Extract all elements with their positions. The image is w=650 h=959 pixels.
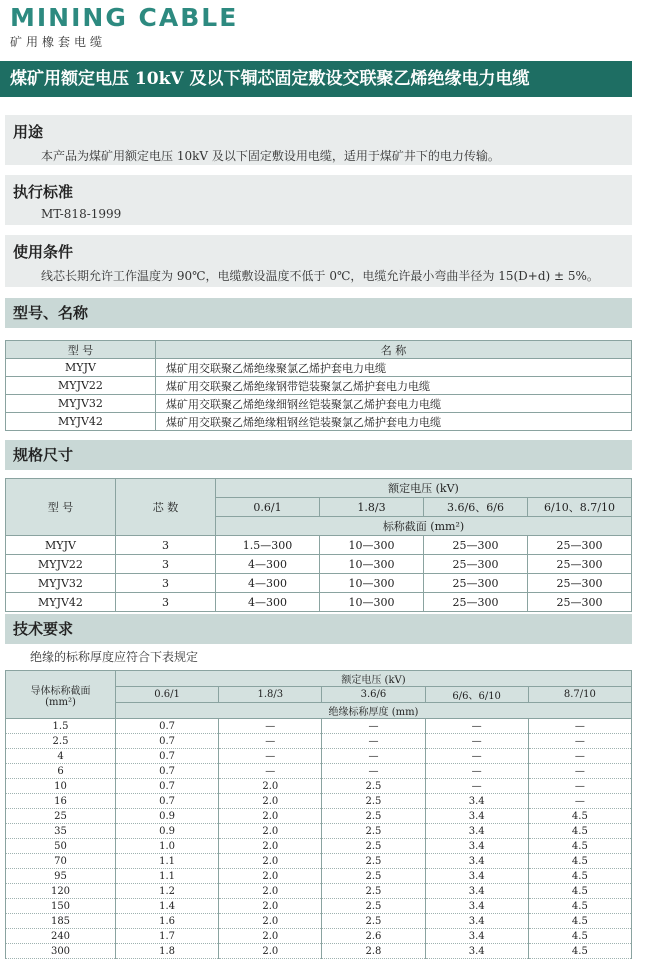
thickness-cell-b: — [219,734,322,749]
tech-heading: 技术要求 [5,614,632,644]
spec-cell-cores: 3 [116,555,216,574]
name-cell: 煤矿用交联聚乙烯绝缘细钢丝铠装聚氯乙烯护套电力电缆 [156,395,632,413]
thickness-cell-s: 6 [6,764,116,779]
spec-cell-v4: 25—300 [528,593,632,612]
thickness-cell-s: 50 [6,839,116,854]
specs-voltage-1: 0.6/1 [216,498,320,517]
thickness-cell-b: 2.0 [219,899,322,914]
thickness-cell-d: 3.4 [425,914,528,929]
model-cell: MYJV22 [6,377,156,395]
tech-voltage-5: 8.7/10 [528,687,631,703]
table-row [6,749,632,764]
spec-cell-v1: 4—300 [216,593,320,612]
thickness-cell-b: 2.0 [219,809,322,824]
table-row [6,794,632,809]
thickness-cell-s: 10 [6,779,116,794]
thickness-cell-c: 2.5 [322,869,425,884]
thickness-cell-s: 2.5 [6,734,116,749]
tech-voltage-3: 3.6/6 [322,687,425,703]
thickness-cell-c: 2.5 [322,824,425,839]
thickness-cell-c: — [322,734,425,749]
specs-voltage-label: 额定电压 (kV) [216,479,632,498]
thickness-cell-d: — [425,779,528,794]
usage-text: 本产品为煤矿用额定电压 10kV 及以下固定敷设用电缆，适用于煤矿井下的电力传输。 [41,149,500,163]
thickness-cell-d: 3.4 [425,944,528,959]
thickness-cell-a: 1.7 [116,929,219,944]
table-row [6,359,632,377]
thickness-cell-s: 70 [6,854,116,869]
name-cell: 煤矿用交联聚乙烯绝缘聚氯乙烯护套电力电缆 [156,359,632,377]
spec-cell-v4: 25—300 [528,574,632,593]
thickness-cell-a: 1.8 [116,944,219,959]
thickness-cell-e: 4.5 [528,809,631,824]
spec-cell-v3: 25—300 [424,574,528,593]
specs-col-model: 型 号 [6,479,116,536]
thickness-cell-d: 3.4 [425,794,528,809]
thickness-cell-d: 3.4 [425,854,528,869]
thickness-cell-c: 2.6 [322,929,425,944]
thickness-cell-c: 2.5 [322,779,425,794]
thickness-cell-d: — [425,734,528,749]
specs-heading: 规格尺寸 [5,440,632,470]
thickness-cell-c: — [322,749,425,764]
thickness-cell-d: 3.4 [425,929,528,944]
model-cell: MYJV42 [6,413,156,431]
table-row [6,854,632,869]
thickness-cell-s: 1.5 [6,719,116,734]
spec-cell-v2: 10—300 [320,574,424,593]
spec-cell-v4: 25—300 [528,555,632,574]
tech-col-section [6,671,116,719]
spec-cell-v2: 10—300 [320,555,424,574]
tech-voltage-1: 0.6/1 [116,687,219,703]
thickness-cell-s: 240 [6,929,116,944]
table-row [6,929,632,944]
spec-cell-cores: 3 [116,593,216,612]
conditions-section [5,235,632,287]
conditions-text: 线芯长期允许工作温度为 90℃，电缆敷设温度不低于 0℃，电缆允许最小弯曲半径为 15(D+d) ± 5%。 [41,269,599,283]
tech-thickness-label: 绝缘标称厚度 (mm) [116,703,632,719]
table-row [6,764,632,779]
tech-col-section-line2: (mm²) [45,696,76,708]
thickness-cell-d: 3.4 [425,809,528,824]
thickness-cell-b: 2.0 [219,944,322,959]
page-title: 煤矿用额定电压 10kV 及以下铜芯固定敷设交联聚乙烯绝缘电力电缆 [0,61,632,97]
tech-intro: 绝缘的标称厚度应符合下表规定 [30,650,199,664]
tech-col-section-line1: 导体标称截面 [30,685,91,697]
brand [10,4,238,50]
thickness-cell-d: 3.4 [425,839,528,854]
thickness-cell-b: 2.0 [219,779,322,794]
conditions-heading: 使用条件 [13,243,74,261]
table-row [6,809,632,824]
spec-cell-model: MYJV42 [6,593,116,612]
models-table [5,340,632,431]
spec-cell-cores: 3 [116,574,216,593]
thickness-cell-c: 2.5 [322,839,425,854]
spec-cell-v1: 1.5—300 [216,536,320,555]
thickness-cell-e: — [528,719,631,734]
thickness-cell-s: 150 [6,899,116,914]
thickness-cell-a: 0.7 [116,749,219,764]
thickness-cell-e: 4.5 [528,854,631,869]
table-row [6,824,632,839]
thickness-cell-s: 16 [6,794,116,809]
thickness-cell-e: — [528,749,631,764]
spec-cell-v4: 25—300 [528,536,632,555]
spec-cell-v1: 4—300 [216,555,320,574]
table-row [6,734,632,749]
specs-table [5,478,632,612]
spec-cell-model: MYJV22 [6,555,116,574]
thickness-cell-a: 1.2 [116,884,219,899]
table-row [6,574,632,593]
models-heading: 型号、名称 [5,298,632,328]
table-row [6,377,632,395]
thickness-cell-s: 300 [6,944,116,959]
thickness-cell-c: 2.5 [322,884,425,899]
thickness-cell-d: — [425,749,528,764]
thickness-cell-a: 0.7 [116,764,219,779]
thickness-cell-a: 1.4 [116,899,219,914]
brand-chinese: 矿用橡套电缆 [10,35,107,49]
specs-col-cores: 芯 数 [116,479,216,536]
thickness-cell-e: 4.5 [528,869,631,884]
thickness-cell-e: — [528,794,631,809]
thickness-cell-b: 2.0 [219,884,322,899]
model-cell: MYJV32 [6,395,156,413]
specs-voltage-2: 1.8/3 [320,498,424,517]
table-row [6,884,632,899]
table-row [6,869,632,884]
standard-heading: 执行标准 [13,183,74,201]
thickness-cell-s: 25 [6,809,116,824]
thickness-cell-c: — [322,719,425,734]
thickness-cell-s: 185 [6,914,116,929]
thickness-cell-c: — [322,764,425,779]
thickness-cell-s: 95 [6,869,116,884]
thickness-cell-c: 2.5 [322,899,425,914]
spec-cell-model: MYJV32 [6,574,116,593]
thickness-cell-b: 2.0 [219,854,322,869]
thickness-cell-s: 35 [6,824,116,839]
table-row [6,593,632,612]
thickness-cell-c: 2.5 [322,809,425,824]
thickness-cell-e: 4.5 [528,914,631,929]
thickness-cell-a: 1.1 [116,869,219,884]
thickness-cell-a: 0.7 [116,779,219,794]
spec-cell-v2: 10—300 [320,593,424,612]
table-row [6,395,632,413]
tech-voltage-2: 1.8/3 [219,687,322,703]
thickness-cell-e: 4.5 [528,929,631,944]
thickness-cell-c: 2.5 [322,914,425,929]
spec-cell-v3: 25—300 [424,555,528,574]
tech-voltage-4: 6/6、6/10 [425,687,528,703]
spec-cell-v3: 25—300 [424,593,528,612]
thickness-cell-b: 2.0 [219,869,322,884]
thickness-cell-b: 2.0 [219,914,322,929]
models-col-name: 名 称 [156,341,632,359]
specs-voltage-3: 3.6/6、6/6 [424,498,528,517]
thickness-cell-b: 2.0 [219,929,322,944]
table-row [6,536,632,555]
thickness-cell-b: 2.0 [219,794,322,809]
spec-cell-v1: 4—300 [216,574,320,593]
table-row [6,899,632,914]
thickness-cell-d: 3.4 [425,899,528,914]
thickness-cell-b: 2.0 [219,824,322,839]
models-col-model: 型 号 [6,341,156,359]
thickness-cell-d: 3.4 [425,884,528,899]
thickness-cell-s: 120 [6,884,116,899]
thickness-cell-a: 0.7 [116,734,219,749]
thickness-cell-c: 2.5 [322,854,425,869]
thickness-cell-a: 0.9 [116,809,219,824]
thickness-table [5,670,632,959]
thickness-cell-e: — [528,734,631,749]
thickness-cell-d: — [425,764,528,779]
thickness-cell-a: 1.0 [116,839,219,854]
spec-cell-cores: 3 [116,536,216,555]
thickness-cell-a: 0.7 [116,719,219,734]
table-row [6,914,632,929]
thickness-cell-e: 4.5 [528,839,631,854]
specs-voltage-4: 6/10、8.7/10 [528,498,632,517]
thickness-cell-c: 2.8 [322,944,425,959]
thickness-cell-d: 3.4 [425,869,528,884]
table-row [6,555,632,574]
usage-section [5,115,632,165]
model-cell: MYJV [6,359,156,377]
name-cell: 煤矿用交联聚乙烯绝缘钢带铠装聚氯乙烯护套电力电缆 [156,377,632,395]
thickness-cell-e: — [528,764,631,779]
table-row [6,719,632,734]
thickness-cell-a: 1.1 [116,854,219,869]
table-row [6,413,632,431]
thickness-cell-b: — [219,719,322,734]
usage-heading: 用途 [13,123,44,141]
thickness-cell-b: — [219,764,322,779]
thickness-cell-e: — [528,779,631,794]
table-row [6,779,632,794]
spec-cell-v2: 10—300 [320,536,424,555]
thickness-cell-e: 4.5 [528,899,631,914]
spec-cell-v3: 25—300 [424,536,528,555]
thickness-cell-a: 0.9 [116,824,219,839]
thickness-cell-d: — [425,719,528,734]
thickness-cell-e: 4.5 [528,884,631,899]
specs-section-label: 标称截面 (mm²) [216,517,632,536]
standard-section [5,175,632,225]
thickness-cell-e: 4.5 [528,824,631,839]
tech-voltage-label: 额定电压 (kV) [116,671,632,687]
table-row [6,944,632,959]
thickness-cell-c: 2.5 [322,794,425,809]
standard-text: MT-818-1999 [41,207,122,221]
thickness-cell-d: 3.4 [425,824,528,839]
spec-cell-model: MYJV [6,536,116,555]
name-cell: 煤矿用交联聚乙烯绝缘粗钢丝铠装聚氯乙烯护套电力电缆 [156,413,632,431]
table-row [6,839,632,854]
thickness-cell-b: 2.0 [219,839,322,854]
thickness-cell-s: 4 [6,749,116,764]
brand-english: MINING CABLE [10,3,239,32]
thickness-cell-e: 4.5 [528,944,631,959]
thickness-cell-a: 1.6 [116,914,219,929]
thickness-cell-b: — [219,749,322,764]
thickness-cell-a: 0.7 [116,794,219,809]
